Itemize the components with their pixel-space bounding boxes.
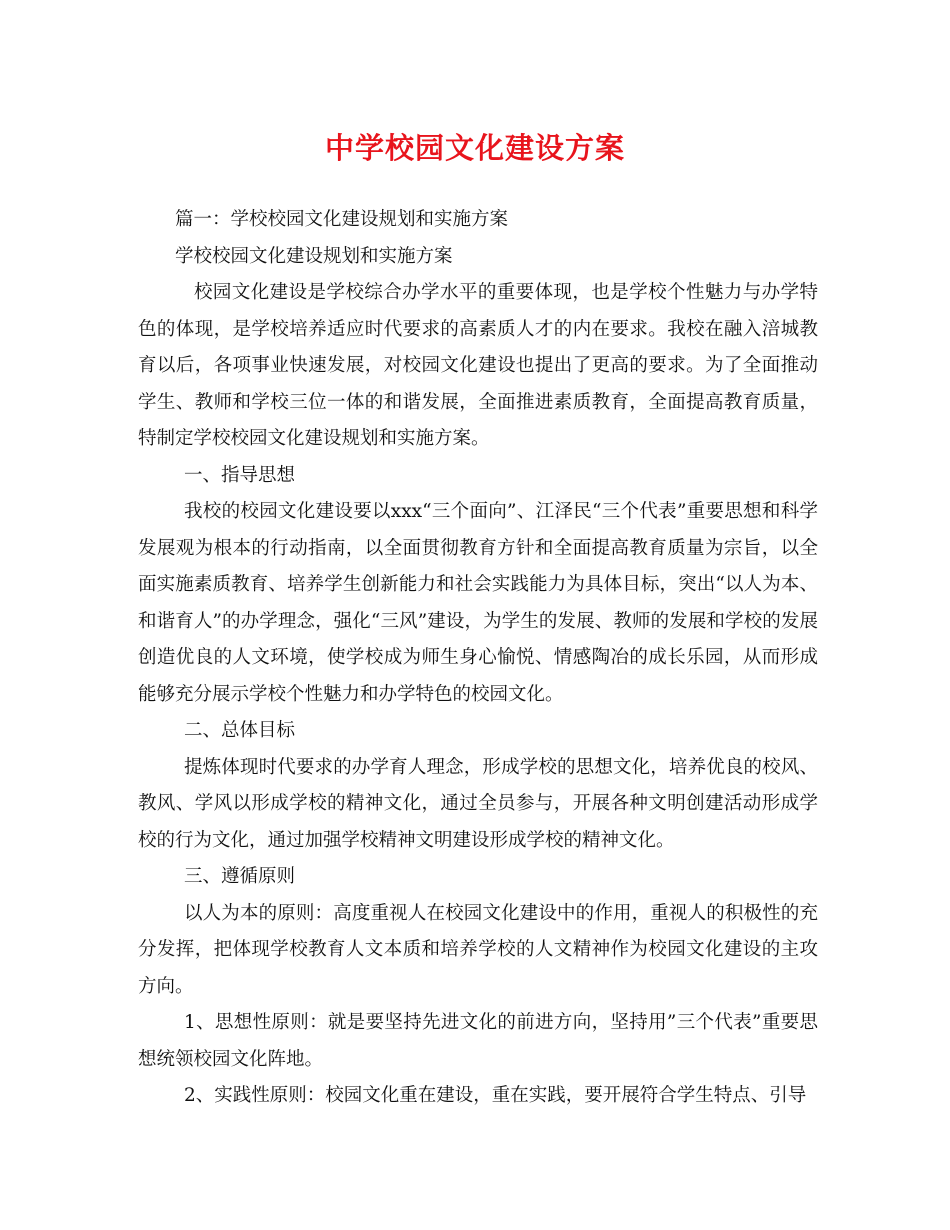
paragraph-practical-principle: 2、实践性原则：校园文化重在建设，重在实践，要开展符合学生特点、引导	[184, 1085, 807, 1106]
paragraph-ideological-principle: 1、思想性原则：就是要坚持先进文化的前进方向，坚持用”三个代表”重要思想统领校园文化阵地。	[138, 1012, 818, 1070]
section-heading-overall-goal: 二、总体目标	[184, 720, 296, 741]
paragraph-overall-goal: 提炼体现时代要求的办学育人理念，形成学校的思想文化，培养优良的校风、教风、学风以形成学校的精神文化，通过全员参与，开展各种文明创建活动形成学校的行为文化，通过加强学校精神文明建设形成学校的精神文化。	[138, 756, 818, 851]
section-subtitle: 学校校园文化建设规划和实施方案	[175, 245, 453, 267]
document-title: 中学校园文化建设方案	[324, 131, 625, 165]
section-heading-principles: 三、遵循原则	[184, 866, 296, 887]
paragraph-guiding-thought: 我校的校园文化建设要以xxx“三个面向”、江泽民“三个代表”重要思想和科学发展观为根本的行动指南，以全面贯彻教育方针和全面提高教育质量为宗旨，以全面实施素质教育、培养学生创新能力和社会实践能力为具体目标，突出“以人为本、和谐育人”的办学理念，强化“三风”建设，为学生的发展、教师的发展和学校的发展创造优良的人文环境，使学校成为师生身心愉悦、情感陶冶的成长乐园，从而形成能够充分展示学校个性魅力和办学特色的校园文化。	[138, 501, 818, 705]
paragraph-people-oriented: 以人为本的原则：高度重视人在校园文化建设中的作用，重视人的积极性的充分发挥，把体现学校教育人文本质和培养学校的人文精神作为校园文化建设的主攻方向。	[138, 902, 818, 997]
document-body	[138, 202, 818, 1115]
section-heading-guiding-thought: 一、指导思想	[184, 464, 296, 486]
paragraph-intro: 校园文化建设是学校综合办学水平的重要体现，也是学校个性魅力与办学特色的体现，是学校培养适应时代要求的高素质人才的内在要求。我校在融入涪城教育以后，各项事业快速发展，对校园文化建设也提出了更高的要求。为了全面推动学生、教师和学校三位一体的和谐发展，全面推进素质教育，全面提高教育质量，特制定学校校园文化建设规划和实施方案。	[138, 282, 818, 449]
section-heading-chapter: 篇一：学校校园文化建设规划和实施方案	[175, 209, 509, 230]
